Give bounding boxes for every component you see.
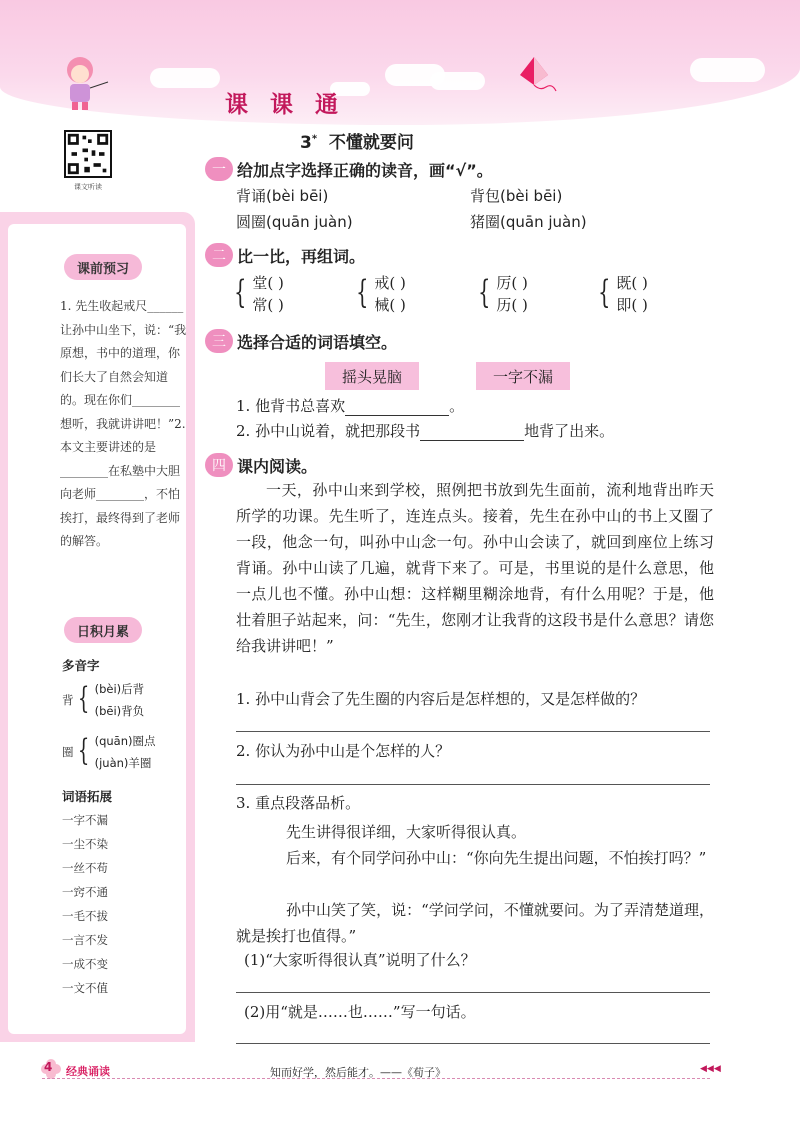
question-end: 。	[449, 397, 465, 415]
section-badge: 一	[205, 157, 233, 181]
footer-quote: 知而好学，然后能才。——《荀子》	[270, 1066, 446, 1079]
cloud	[150, 68, 220, 88]
mascot-icon	[58, 52, 110, 112]
cloud	[690, 58, 765, 82]
idioms-heading: 词语拓展	[62, 789, 113, 804]
brace: {	[356, 273, 369, 311]
answer-line[interactable]	[236, 731, 710, 732]
section-badge: 二	[205, 243, 233, 267]
footer-rule	[42, 1078, 710, 1079]
lesson-title	[300, 128, 414, 153]
idiom-item: 一窍不通	[62, 885, 108, 899]
excerpt-paragraph: 后来，有个同学问孙中山：“你向先生提出问题，不怕挨打吗？”	[286, 849, 707, 867]
answer-blank[interactable]	[345, 400, 449, 416]
reading-passage: 一天，孙中山来到学校，照例把书放到先生面前，流利地背出昨天所学的功课。先生听了，连连点头。接着，先生在孙中山的书上又圈了一段，他念一句，叫孙中山念一句。孙中山会读了，就回到座位上练习背诵。孙中山读了几遍，就背下来了。可是，书里说的是什么意思，他一点儿也不懂。孙中山想：这样糊里糊涂地背，有什么用呢？于是，他壮着胆子站起来，问：“先生，您刚才让我背的这段书是什么意思？请您给我讲讲吧！”	[236, 481, 714, 655]
pair-bottom: 械( )	[374, 296, 406, 314]
section-title: 比一比，再组词。	[237, 246, 366, 266]
word-pair[interactable]	[352, 272, 406, 316]
section-badge: 三	[205, 329, 233, 353]
pair-bottom: 常( )	[252, 296, 284, 314]
section-4-header	[205, 453, 317, 477]
brace: {	[77, 733, 89, 768]
pinyin-item[interactable]	[236, 212, 353, 232]
polyphone-heading: 多音字	[62, 658, 100, 673]
word-pair[interactable]	[230, 272, 284, 316]
pair-top: 堂( )	[252, 274, 284, 292]
footer-label: 经典诵读	[66, 1065, 110, 1078]
sub-question-1: (1)“大家听得很认真”说明了什么？	[244, 951, 476, 969]
idiom-item: 一成不变	[62, 957, 108, 971]
pinyin-item[interactable]	[470, 212, 587, 232]
section-title: 给加点字选择正确的读音，画“√”。	[237, 160, 493, 180]
question-end: 地背了出来。	[524, 422, 615, 440]
word-option[interactable]: 一字不漏	[476, 362, 570, 390]
question-text: 2. 孙中山说着，就把那段书	[236, 422, 421, 440]
lesson-number: 3	[300, 133, 312, 153]
idiom-item: 一言不发	[62, 933, 108, 947]
polyphone-char: 圈	[62, 745, 74, 759]
page-header-title: 课课通	[225, 92, 360, 118]
section-2-header	[205, 243, 365, 267]
preview-exercise: 1. 先生收起戒尺______让孙中山坐下，说：“我原想，书中的道理，你们长大了自然会知道的。现在你们________想听，我就讲讲吧！”2. 本文主要讲述的是________在私塾中大胆向老师________，不怕挨打，最终得到了老师的解答。	[60, 299, 187, 548]
brace: {	[234, 273, 247, 311]
section-title: 选择合适的词语填空。	[237, 332, 398, 352]
reading-question-1: 1. 孙中山背会了先生圈的内容后是怎样想的，又是怎样做的？	[236, 690, 646, 708]
pair-bottom: 即( )	[616, 296, 648, 314]
sub-question-2: (2)用“就是……也……”写一句话。	[244, 1003, 476, 1021]
brace: {	[478, 273, 491, 311]
answer-line[interactable]	[236, 992, 710, 993]
excerpt-paragraph: 先生讲得很详细，大家听得很认真。	[286, 823, 527, 841]
word-pair[interactable]	[594, 272, 648, 316]
pair-top: 戒( )	[374, 274, 406, 292]
pinyin-options: (quān juàn)	[266, 213, 353, 231]
fill-question-2	[236, 421, 614, 441]
polyphone-char: 背	[62, 693, 74, 707]
section-badge: 四	[205, 453, 233, 477]
question-text: 1. 他背书总喜欢	[236, 397, 346, 415]
reading-question-3: 3. 重点段落品析。	[236, 794, 361, 812]
qr-label: 课文听读	[74, 183, 102, 191]
idiom-item: 一文不值	[62, 981, 108, 995]
page-number: 4	[44, 1060, 53, 1074]
polyphone-entry	[62, 678, 144, 722]
answer-line[interactable]	[236, 784, 710, 785]
accumulation-tag: 日积月累	[64, 617, 142, 643]
pinyin-options: (bèi bēi)	[266, 187, 329, 205]
brace: {	[598, 273, 611, 311]
fill-question-1	[236, 396, 464, 416]
qr-code-icon[interactable]	[64, 130, 112, 178]
pinyin-item[interactable]	[236, 186, 328, 206]
polyphone-reading: (bèi)后背	[94, 682, 145, 696]
lesson-name: 不懂就要问	[328, 133, 414, 153]
excerpt-paragraph: 孙中山笑了笑，说：“学问学问，不懂就要问。为了弄清楚道理，就是挨打也值得。”	[236, 901, 714, 945]
pair-bottom: 历( )	[496, 296, 528, 314]
preview-tag: 课前预习	[64, 254, 142, 280]
answer-line[interactable]	[236, 1043, 710, 1044]
polyphone-reading: (juàn)羊圈	[94, 756, 152, 770]
polyphone-entry	[62, 730, 156, 774]
pinyin-item[interactable]	[470, 186, 562, 206]
word: 背诵	[236, 187, 267, 205]
footer-arrows-icon: ◀◀◀	[700, 1064, 721, 1074]
header-band	[0, 0, 800, 125]
answer-blank[interactable]	[420, 425, 524, 441]
word: 背包	[470, 187, 501, 205]
word: 猪圈	[470, 213, 501, 231]
pair-top: 既( )	[616, 274, 648, 292]
idiom-item: 一尘不染	[62, 837, 108, 851]
pinyin-options: (quān juàn)	[500, 213, 587, 231]
polyphone-reading: (bēi)背负	[94, 704, 145, 718]
word-pair[interactable]	[474, 272, 528, 316]
idiom-item: 一毛不拔	[62, 909, 108, 923]
cloud	[430, 72, 485, 90]
polyphone-reading: (quān)圈点	[94, 734, 156, 748]
brace: {	[77, 681, 89, 716]
pair-top: 厉( )	[496, 274, 528, 292]
word-option[interactable]: 摇头晃脑	[325, 362, 419, 390]
idiom-item: 一丝不苟	[62, 861, 108, 875]
section-3-header	[205, 329, 397, 353]
kite-icon	[510, 55, 558, 95]
reading-question-2: 2. 你认为孙中山是个怎样的人？	[236, 742, 451, 760]
idiom-item: 一字不漏	[62, 813, 108, 827]
lesson-mark: *	[311, 133, 318, 145]
pinyin-options: (bèi bēi)	[500, 187, 563, 205]
section-1-header	[205, 157, 493, 181]
section-title: 课内阅读。	[237, 456, 318, 476]
word: 圆圈	[236, 213, 267, 231]
